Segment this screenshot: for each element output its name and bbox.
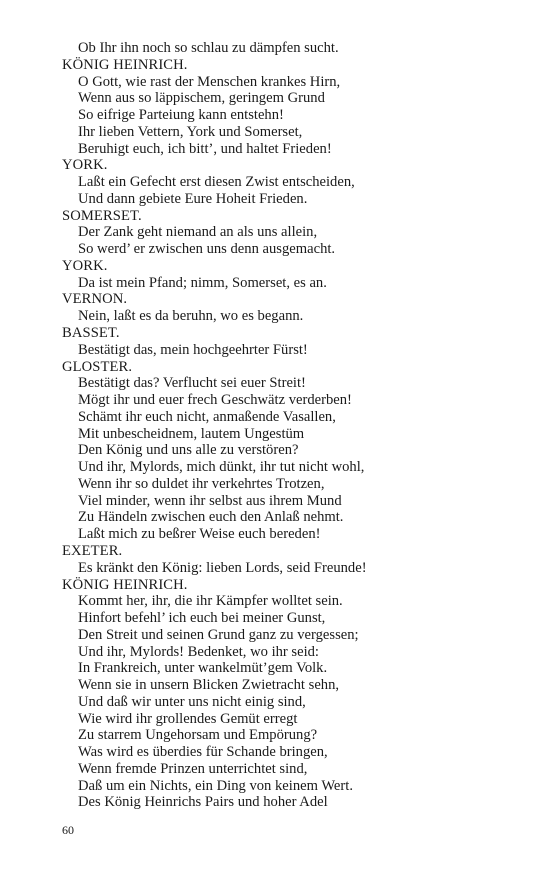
verse-line: Und ihr, Mylords! Bedenket, wo ihr seid: (78, 643, 319, 660)
verse-line: In Frankreich, unter wankelmüt’gem Volk. (78, 660, 328, 677)
verse-line: Laßt ein Gefecht erst diesen Zwist entscheiden, (78, 174, 355, 191)
verse-line: Mögt ihr und euer frech Geschwätz verderben! (78, 392, 352, 409)
speaker-name: SOMERSET. (62, 207, 142, 224)
verse-line: Wenn sie in unsern Blicken Zwietracht sehn, (78, 677, 340, 694)
verse-line: Was wird es überdies für Schande bringen, (78, 744, 328, 761)
play-text (62, 40, 532, 811)
verse-line: Ob Ihr ihn noch so schlau zu dämpfen sucht. (78, 40, 339, 56)
verse-line: Wie wird ihr grollendes Gemüt erregt (78, 710, 298, 727)
verse-line: So werd’ er zwischen uns denn ausgemacht. (78, 241, 336, 258)
verse-line: Daß um ein Nichts, ein Ding von keinem Wert. (78, 777, 353, 794)
speaker-name: GLOSTER. (62, 358, 133, 375)
speaker-name: VERNON. (62, 291, 128, 308)
verse-line: Da ist mein Pfand; nimm, Somerset, es an. (78, 274, 327, 291)
verse-line: Zu starrem Ungehorsam und Empörung? (78, 727, 318, 744)
verse-line: O Gott, wie rast der Menschen krankes Hirn, (78, 73, 341, 90)
verse-line: Bestätigt das? Verflucht sei euer Streit! (78, 375, 306, 392)
speaker-name: BASSET. (62, 325, 120, 342)
verse-line: Ihr lieben Vettern, York und Somerset, (78, 123, 303, 140)
speaker-name: YORK. (62, 257, 108, 274)
verse-line: Schämt ihr euch nicht, anmaßende Vasallen, (78, 408, 336, 425)
verse-line: Beruhigt euch, ich bitt’, und haltet Frieden! (78, 140, 332, 157)
verse-line: Wenn aus so läppischem, geringem Grund (78, 90, 325, 107)
speaker-name: KÖNIG HEINRICH. (62, 576, 188, 593)
verse-line: Und dann gebiete Eure Hoheit Frieden. (78, 190, 308, 207)
verse-line: Und daß wir unter uns nicht einig sind, (78, 693, 306, 710)
speaker-name: KÖNIG HEINRICH. (62, 56, 188, 73)
verse-line: Viel minder, wenn ihr selbst aus ihrem Mund (78, 492, 342, 509)
verse-line: Den Streit und seinen Grund ganz zu vergessen; (78, 626, 359, 643)
verse-line: Nein, laßt es da beruhn, wo es begann. (78, 308, 304, 325)
verse-line: Der Zank geht niemand an als uns allein, (78, 224, 318, 241)
speaker-name: YORK. (62, 157, 108, 174)
verse-line: Es kränkt den König: lieben Lords, seid Freunde! (78, 559, 367, 576)
verse-line: So eifrige Parteiung kann entstehn! (78, 107, 284, 124)
verse-line: Mit unbescheidnem, lautem Ungestüm (78, 425, 305, 442)
verse-line: Und ihr, Mylords, mich dünkt, ihr tut nicht wohl, (78, 459, 365, 476)
speaker-name: EXETER. (62, 542, 123, 559)
verse-line: Des König Heinrichs Pairs und hoher Adel (78, 794, 328, 811)
verse-line: Kommt her, ihr, die ihr Kämpfer wolltet sein. (78, 593, 343, 610)
verse-line: Bestätigt das, mein hochgeehrter Fürst! (78, 341, 308, 358)
verse-line: Wenn ihr so duldet ihr verkehrtes Trotzen, (78, 475, 325, 492)
verse-line: Wenn fremde Prinzen unterrichtet sind, (78, 760, 308, 777)
verse-line: Hinfort befehl’ ich euch bei meiner Gunst, (78, 610, 326, 627)
page-number: 60 (62, 823, 74, 837)
verse-line: Den König und uns alle zu verstören? (78, 442, 299, 459)
verse-line: Zu Händeln zwischen euch den Anlaß nehmt. (78, 509, 344, 526)
verse-line: Laßt mich zu beßrer Weise euch bereden! (78, 526, 321, 543)
